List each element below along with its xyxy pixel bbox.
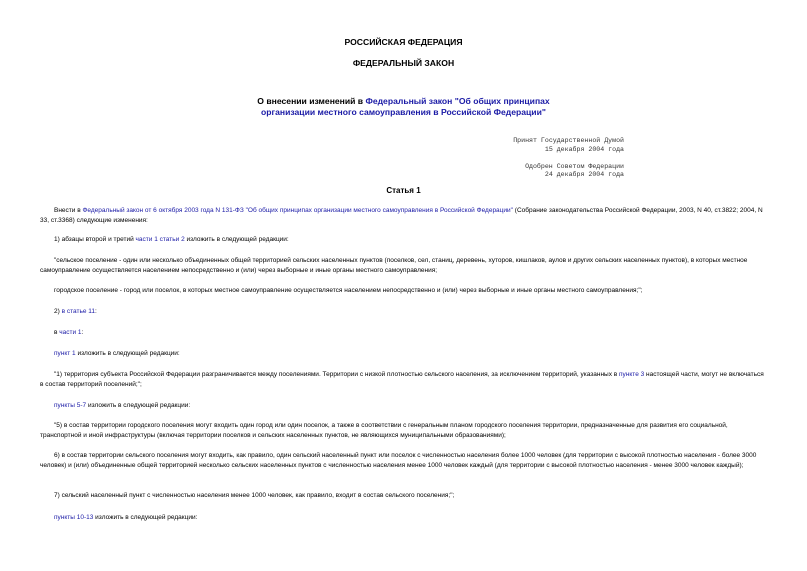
article-11-link[interactable]: в статье 11 — [61, 308, 96, 315]
text: Внести в — [54, 207, 83, 214]
paragraph-point-5-text: "5) в состав территории городского поселения могут входить один город или один поселок, а также в соответствии с генеральным планом городского поселения территории, предназначенные для развития его социальной, транспортной и иной инфраструктуры (включая территории поселков и сельских населенных пунктов, не являющихся муниципальными образованиями); — [40, 422, 728, 439]
paragraph-points-10-13 — [40, 513, 765, 523]
point-1-link[interactable]: пункт 1 — [54, 350, 76, 357]
text: 2) — [54, 308, 62, 315]
paragraph-intro — [40, 206, 765, 226]
point-3-link[interactable]: пункте 3 — [619, 371, 645, 378]
paragraph-item-1 — [40, 235, 765, 245]
text: изложить в следующей редакции: — [75, 350, 180, 357]
part-1-link[interactable]: части 1 — [135, 236, 158, 243]
council-date: 24 декабря 2004 года — [544, 171, 624, 178]
text: изложить в следующей редакции: — [93, 514, 198, 521]
document-title — [200, 96, 607, 118]
article-heading: Статья 1 — [386, 186, 421, 195]
article-2-link[interactable]: статьи 2 — [159, 236, 185, 243]
text: "1) территория субъекта Российской Федерации разграничивается между поселениями. Территории с низкой плотностью сельского населения, за исключением территорий, указанных в — [54, 371, 620, 378]
paragraph-urban-settlement: городское поселение - город или поселок, в которых местное самоуправление осуществляется населением непосредственно и (или) через выборные и иные органы местного самоуправления;"; — [54, 287, 643, 294]
paragraph-point-7-text: 7) сельский населенный пункт с численностью населения менее 1000 человек, как правило, входит в состав сельского поселения;"; — [54, 492, 455, 499]
paragraph-item-2 — [40, 307, 765, 317]
country-heading: РОССИЙСКАЯ ФЕДЕРАЦИЯ — [344, 37, 463, 47]
paragraph-points-5-7 — [40, 401, 765, 411]
text: : — [81, 329, 84, 336]
law-131-link[interactable]: Федеральный закон от 6 октября 2003 года N 131-ФЗ "Об общих принципах организации местного самоуправления в Российской Федерации" — [82, 207, 513, 214]
law-type-heading: ФЕДЕРАЛЬНЫЙ ЗАКОН — [352, 58, 455, 68]
duma-date: 15 декабря 2004 года — [544, 145, 624, 153]
text: изложить в следующей редакции: — [184, 236, 289, 243]
title-prefix: О внесении изменений в — [257, 96, 366, 106]
text: : — [95, 308, 97, 315]
text: изложить в следующей редакции: — [86, 402, 191, 409]
text: настоящей части, могут не включаться в состав территорий поселений;"; — [40, 371, 764, 388]
adoption-block — [513, 137, 624, 180]
text: 1) абзацы второй и третий — [54, 236, 136, 243]
paragraph-in-part-1 — [40, 328, 765, 338]
paragraph-point-6-text: 6) в состав территории сельского поселения могут входить, как правило, один сельский населенный пункт или поселок с численностью населения более 1000 человек (для территории с высокой плотностью населения - более 3000 человек) и (или) объединенные общей территорией несколько сельских населенных пунктов с численностью населения менее 1000 человек каждый (для территории с высокой плотностью населения - менее 3000 человек каждый); — [40, 452, 757, 469]
paragraph-rural-settlement: "сельское поселение - один или несколько объединенных общей территорией сельских населенных пунктов (поселков, сел, станиц, деревень, хуторов, кишлаков, аулов и других сельских населенных пунктов), в которых местное самоуправление осуществляется населением непосредственно и (или) через выборные и иные органы местного самоуправления; — [40, 257, 748, 274]
part-1-link-2[interactable]: части 1 — [59, 329, 82, 336]
points-10-13-link[interactable]: пункты 10-13 — [54, 514, 94, 521]
title-law-link-cont[interactable]: организации местного самоуправления в Российской Федерации" — [261, 107, 546, 117]
council-label: Одобрен Советом Федерации — [525, 162, 624, 170]
title-law-link[interactable]: Федеральный закон "Об общих принципах — [365, 96, 550, 106]
paragraph-point-1 — [40, 349, 765, 359]
paragraph-point-1-text — [40, 370, 765, 390]
points-5-7-link[interactable]: пункты 5-7 — [54, 402, 87, 409]
text: (Собрание законодательства Российской Федерации, 2003, N 40, ст.3822; 2004, N 33, ст.3368) следующие изменения: — [40, 207, 763, 224]
text: в — [54, 329, 60, 336]
duma-label: Принят Государственной Думой — [513, 137, 624, 144]
